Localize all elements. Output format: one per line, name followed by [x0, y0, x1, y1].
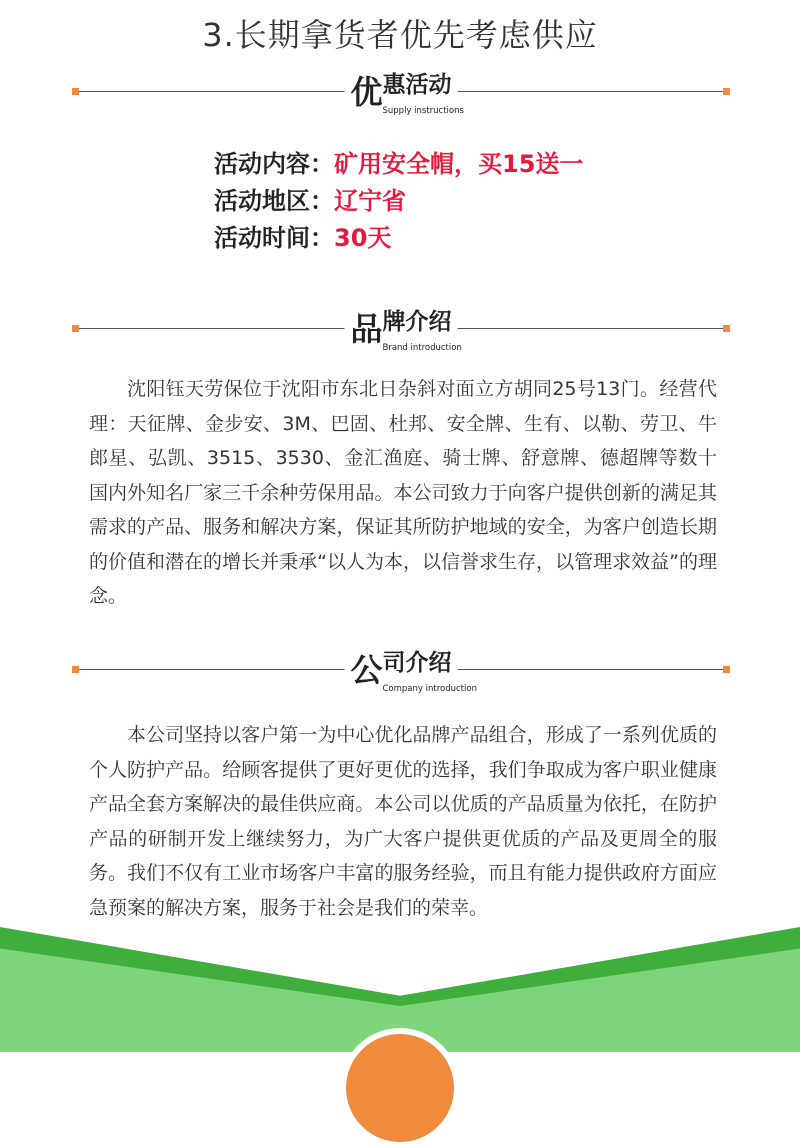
- promo-details: [214, 146, 583, 257]
- section-title-promo: 优惠活动 Supply instructions: [344, 72, 457, 112]
- orange-circle-decoration: [340, 1028, 460, 1148]
- section-title-brand: 品牌介绍 Brand introduction: [344, 309, 457, 349]
- section-title-company: 公司介绍 Company introduction: [344, 650, 457, 690]
- promo-time-row: 活动时间：30天: [214, 224, 392, 252]
- divider-right-square: [723, 88, 730, 95]
- divider-right-square: [723, 325, 730, 332]
- section-divider-company: [72, 650, 730, 694]
- divider-left-square: [72, 325, 79, 332]
- promo-time-value: 30天: [334, 224, 392, 252]
- section-subtitle-company: Company introduction: [382, 684, 477, 694]
- section-subtitle-brand: Brand introduction: [382, 343, 462, 353]
- divider-left-square: [72, 88, 79, 95]
- divider-right-square: [723, 666, 730, 673]
- promo-region-row: 活动地区：辽宁省: [214, 187, 406, 215]
- promo-content-value: 矿用安全帽，买15送一: [334, 150, 584, 178]
- section-divider-brand: [72, 309, 730, 353]
- promo-region-value: 辽宁省: [334, 187, 406, 215]
- section-subtitle-promo: Supply instructions: [382, 106, 464, 116]
- divider-left-square: [72, 666, 79, 673]
- promo-content-row: 活动内容：矿用安全帽，买15送一: [214, 150, 584, 178]
- supply-note: 3.长期拿货者优先考虑供应: [202, 16, 598, 54]
- brand-paragraph: 沈阳钰天劳保位于沈阳市东北日杂斜对面立方胡同25号13门。经营代理：天征牌、金步安、3M、巴固、杜邦、安全牌、生有、以勒、劳卫、牛郎星、弘凯、3515、3530、金汇渔庭、骑士牌、舒意牌、德超牌等数十国内外知名厂家三千余种劳保用品。本公司致力于向客户提供创新的满足其需求的产品、服务和解决方案，保证其所防护地域的安全，为客户创造长期的价值和潜在的增长并秉承“以人为本，以信誉求生存，以管理求效益”的理念。: [89, 378, 717, 607]
- section-divider-promo: [72, 72, 730, 116]
- company-paragraph: 本公司坚持以客户第一为中心优化品牌产品组合，形成了一系列优质的个人防护产品。给顾客提供了更好更优的选择，我们争取成为客户职业健康产品全套方案解决的最佳供应商。本公司以优质的产品质量为依托，在防护产品的研制开发上继续努力，为广大客户提供更优质的产品及更周全的服务。我们不仅有工业市场客户丰富的服务经验，而且有能力提供政府方面应急预案的解决方案，服务于社会是我们的荣幸。: [89, 724, 717, 919]
